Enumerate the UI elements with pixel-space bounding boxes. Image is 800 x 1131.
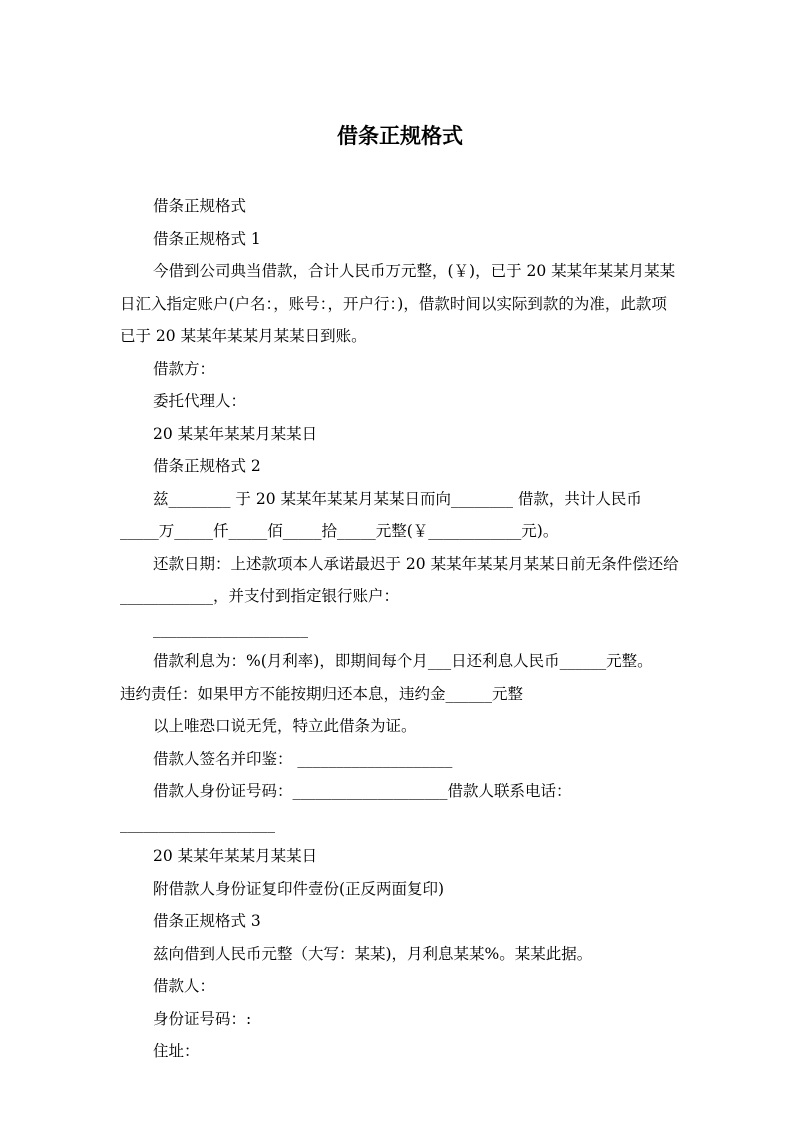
paragraph-repayment-date: 还款日期：上述款项本人承诺最迟于 20 某某年某某月某某日前无条件偿还给____________，并支付到指定银行账户： [120, 554, 679, 605]
document-body [120, 190, 680, 1068]
paragraph-evidence: 以上唯恐口说无凭，特立此借条为证。 [153, 717, 417, 735]
paragraph-borrower-label: 借款方： [153, 359, 216, 378]
section-heading-format-3: 借条正规格式 3 [153, 912, 261, 930]
paragraph-id-number: 身份证号码：: [153, 1009, 252, 1028]
paragraph-borrower-label-2: 借款人： [153, 977, 216, 995]
paragraph-date-2: 20 某某年某某月某某日 [153, 847, 318, 865]
paragraph-interest: 借款利息为：%(月利率)，即期间每个月___日还利息人民币______元整。 [153, 652, 653, 670]
paragraph-address: 住址： [153, 1042, 200, 1060]
paragraph-agent-label: 委托代理人： [153, 392, 247, 410]
paragraph-loan-short: 兹向借到人民币元整（大写：某某)，月利息某某%。某某此据。 [153, 944, 593, 963]
section-heading-format-2: 借条正规格式 2 [153, 457, 261, 475]
paragraph-id-and-phone: 借款人身份证号码：____________________借款人联系电话：____________________ [120, 782, 572, 833]
paragraph-loan-statement: 今借到公司典当借款，合计人民币万元整，(￥)，已于 20 某某年某某月某某日汇入指定账户(户名：，账号：，开户行：)，借款时间以实际到款的为准，此款项已于 20 某某年某某月某某日到账。 [120, 262, 676, 345]
paragraph-loan-amount: 兹________ 于 20 某某年某某月某某日而向________ 借款，共计人民币_____万_____仟_____佰_____拾_____元整(￥____________元)。 [120, 489, 642, 540]
paragraph-bank-account-line: ____________________ [153, 619, 308, 638]
paragraph-signature: 借款人签名并印鉴： ____________________ [153, 749, 453, 768]
paragraph-attachment: 附借款人身份证复印件壹份(正反两面复印) [153, 879, 445, 898]
paragraph-date: 20 某某年某某月某某日 [153, 424, 318, 443]
paragraph-breach-liability: 违约责任：如果甲方不能按期归还本息，违约金______元整 [120, 684, 524, 703]
paragraph-heading: 借条正规格式 [153, 197, 247, 215]
document-title: 借条正规格式 [337, 124, 463, 148]
section-heading-format-1: 借条正规格式 1 [153, 229, 261, 248]
